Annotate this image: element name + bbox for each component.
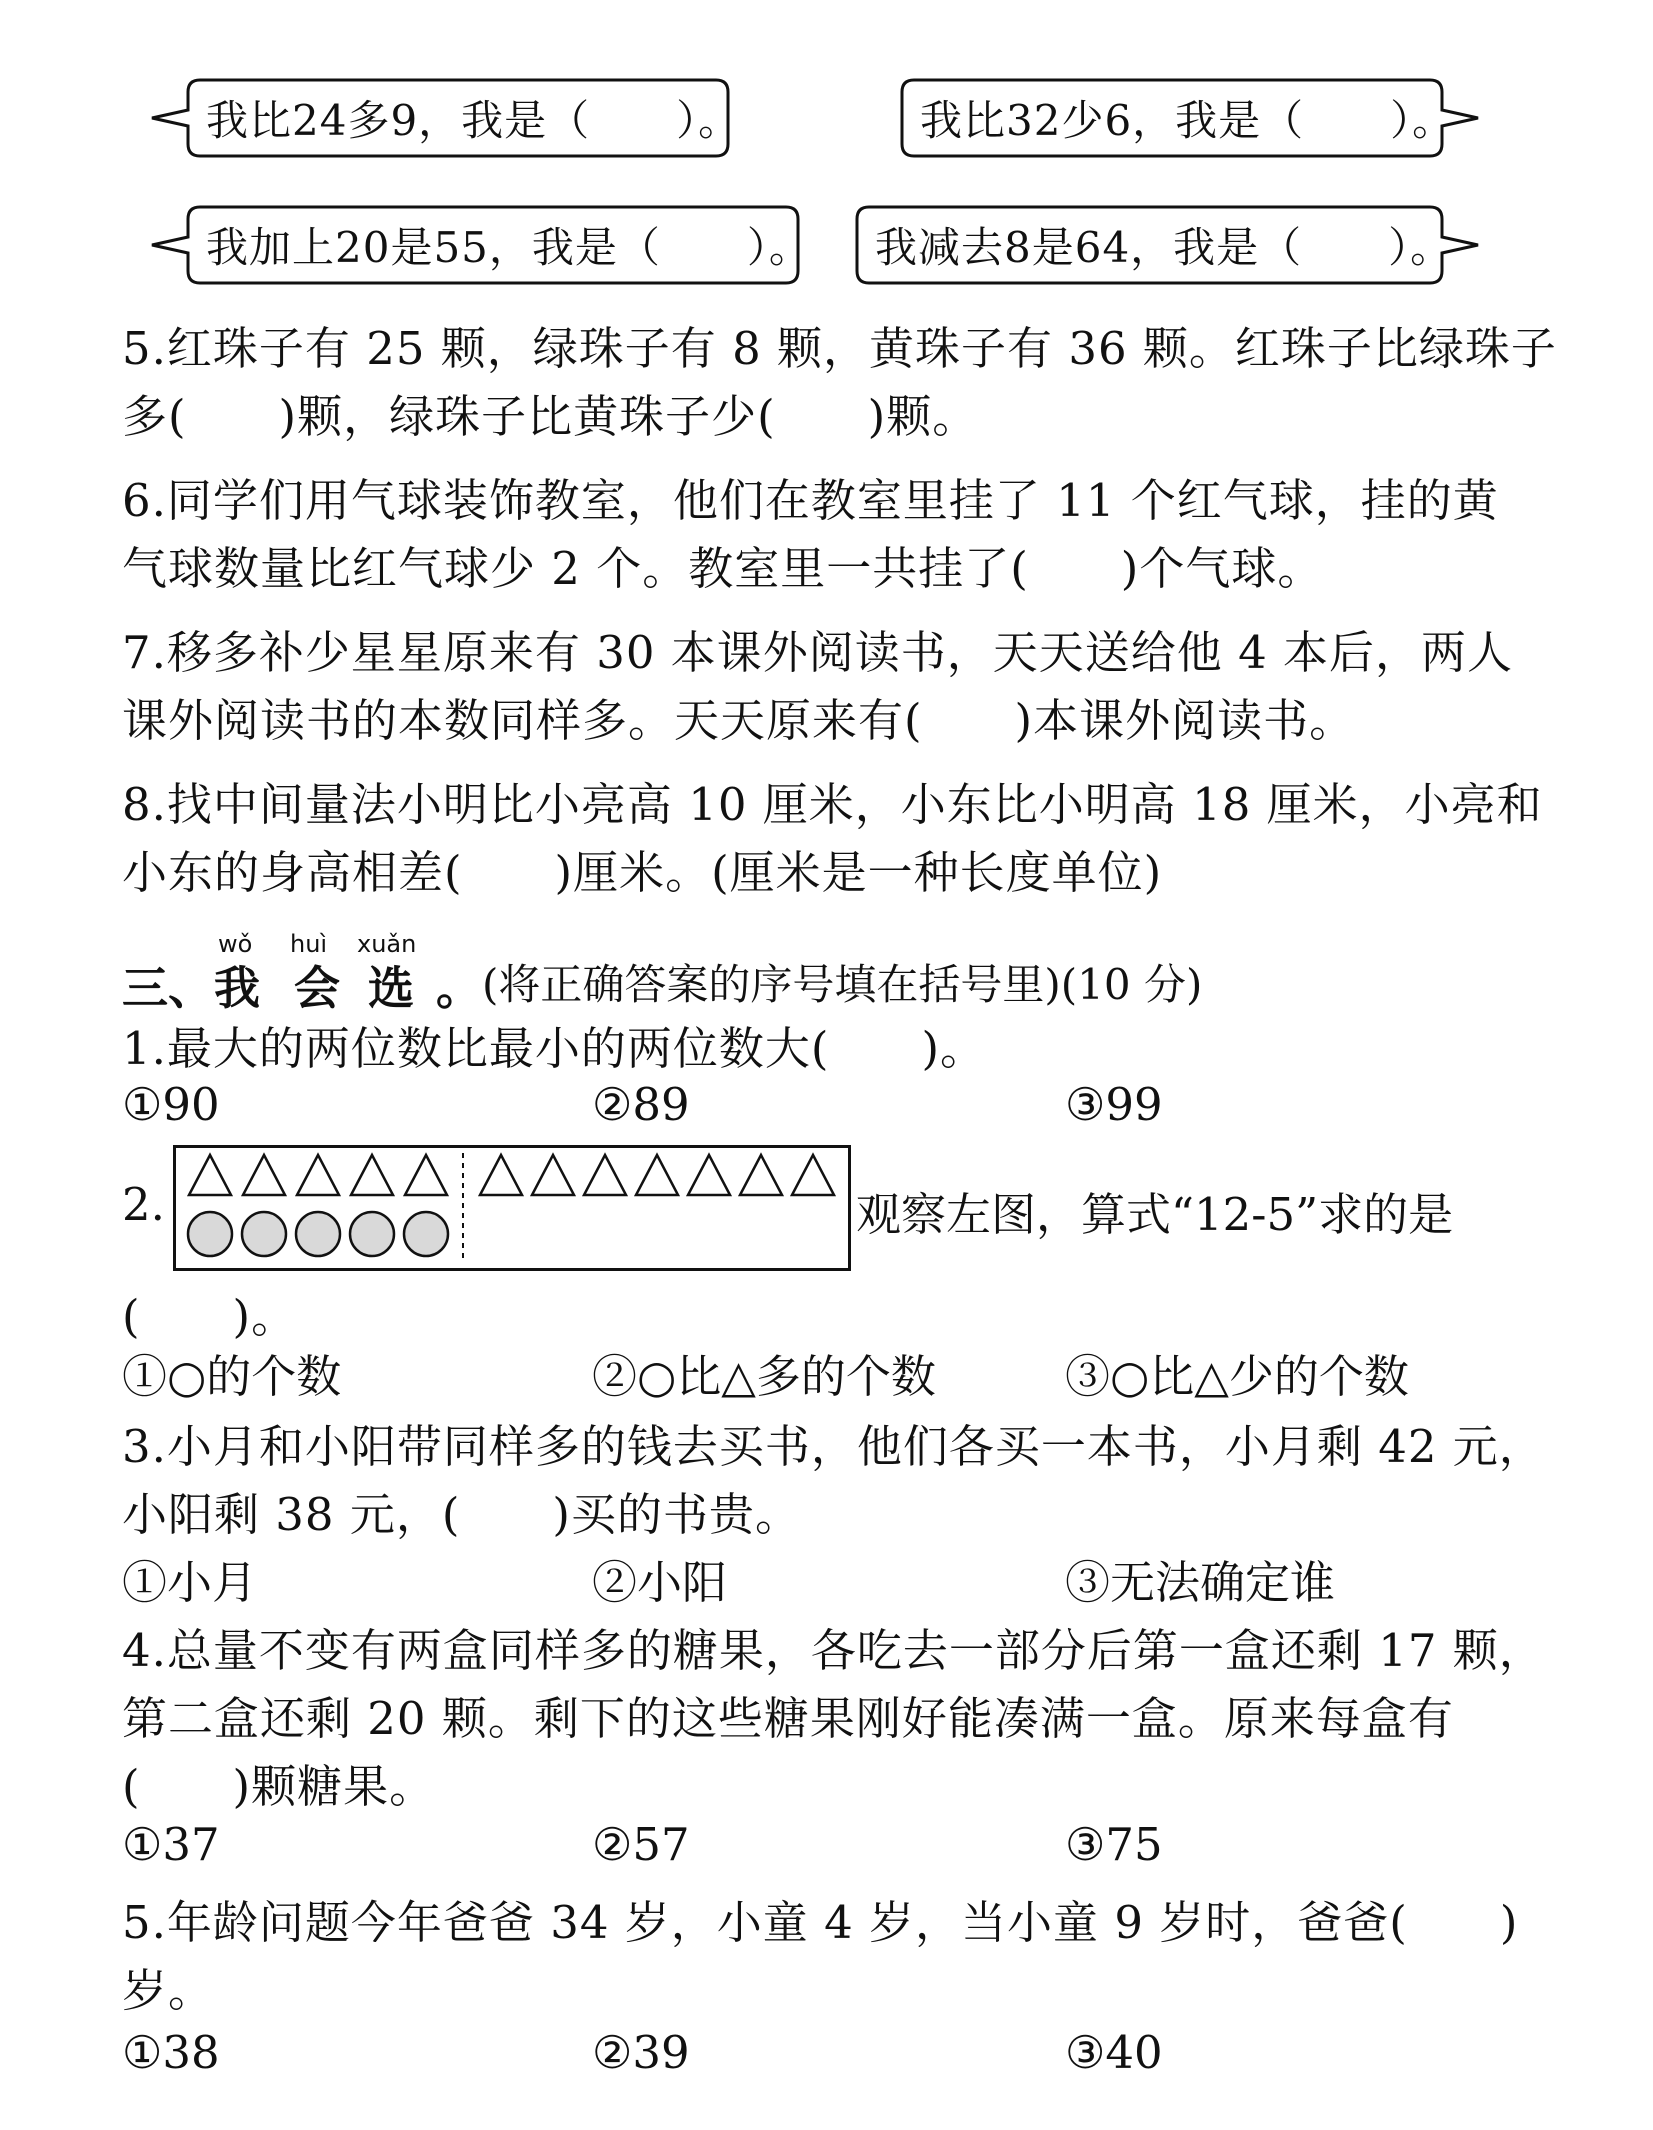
speech-bubble-4 [855,205,1480,285]
choice-2-option-a: ①○的个数 [122,1350,342,1403]
choice-3-option-a: ①小月 [122,1556,258,1609]
pinyin-wo: wǒ [218,930,253,958]
bubble-text: 我减去8是64，我是（ ）。 [875,223,1454,272]
question-8-line-2: 小东的身高相差( )厘米。(厘米是一种长度单位) [122,846,1163,899]
heading-period: 。 [436,961,482,1015]
choice-3-line-2: 小阳剩 38 元，( )买的书贵。 [122,1488,801,1541]
bubble-text: 我加上20是55，我是（ ）。 [206,223,812,272]
choice-5-option-a: ①38 [122,2026,220,2079]
choice-1-option-a: ①90 [122,1078,220,1131]
choice-4-option-c: ③75 [1065,1818,1163,1871]
choice-2-stem: 观察左图，算式“12-5”求的是 [856,1188,1454,1241]
question-5-line-2: 多( )颗，绿珠子比黄珠子少( )颗。 [122,390,979,443]
question-8-line-1: 8.找中间量法小明比小亮高 10 厘米，小东比小明高 18 厘米，小亮和 [122,778,1543,831]
choice-3-option-c: ③无法确定谁 [1065,1556,1336,1609]
question-7-line-2: 课外阅读书的本数同样多。天天原来有( )本课外阅读书。 [122,694,1356,747]
question-6-line-2: 气球数量比红气球少 2 个。教室里一共挂了( )个气球。 [122,542,1324,595]
choice-4-option-b: ②57 [592,1818,690,1871]
circle [296,1212,340,1256]
choice-2-option-c: ③○比△少的个数 [1065,1350,1409,1403]
circle [242,1212,286,1256]
question-5-line-1: 5.红珠子有 25 颗，绿珠子有 8 颗，黄珠子有 36 颗。红珠子比绿珠子 [122,322,1557,375]
speech-bubble-3 [150,205,812,285]
choice-4-line-1: 4.总量不变有两盒同样多的糖果，各吃去一部分后第一盒还剩 17 颗， [122,1624,1545,1677]
figure-svg [173,1145,851,1271]
speech-bubble-2 [900,78,1480,158]
choice-4-line-3: ( )颗糖果。 [122,1760,436,1813]
circle [404,1212,448,1256]
bubble-text: 我比32少6，我是（ ）。 [920,96,1456,145]
heading-char-hui: 会 [294,961,340,1015]
bubble-text: 我比24多9，我是（ ）。 [206,96,742,145]
choice-3-line-1: 3.小月和小阳带同样多的钱去买书，他们各买一本书，小月剩 42 元， [122,1420,1545,1473]
choice-2-stem-tail: ( )。 [122,1290,298,1343]
heading-char-wo: 我 [214,961,260,1015]
question-7-line-1: 7.移多补少星星原来有 30 本课外阅读书，天天送给他 4 本后，两人 [122,626,1514,679]
section-prefix: 三、 [122,961,214,1015]
choice-3-option-b: ②小阳 [592,1556,728,1609]
pinyin-hui: huì [290,930,328,958]
choice-4-option-a: ①37 [122,1818,220,1871]
choice-2-option-b: ②○比△多的个数 [592,1350,936,1403]
triangle-circle-figure [173,1145,851,1271]
section-note: (将正确答案的序号填在括号里)(10 分) [482,960,1203,1009]
pinyin-xuan: xuǎn [357,930,417,958]
choice-5-line-2: 岁。 [122,1964,215,2017]
choice-2-number: 2. [122,1178,165,1231]
choice-4-line-2: 第二盒还剩 20 颗。剩下的这些糖果刚好能凑满一盒。原来每盒有 [122,1692,1454,1745]
choice-5-option-b: ②39 [592,2026,690,2079]
choice-1-stem: 1.最大的两位数比最小的两位数大( )。 [122,1022,987,1075]
circle [350,1212,394,1256]
speech-bubble-1 [150,78,742,158]
choice-5-option-c: ③40 [1065,2026,1163,2079]
question-6-line-1: 6.同学们用气球装饰教室，他们在教室里挂了 11 个红气球，挂的黄 [122,474,1499,527]
circle [188,1212,232,1256]
heading-char-xuan: 选 [368,961,414,1015]
choice-1-option-c: ③99 [1065,1078,1163,1131]
choice-1-option-b: ②89 [592,1078,690,1131]
choice-5-line-1: 5.年龄问题今年爸爸 34 岁，小童 4 岁，当小童 9 岁时，爸爸( ) [122,1896,1519,1949]
